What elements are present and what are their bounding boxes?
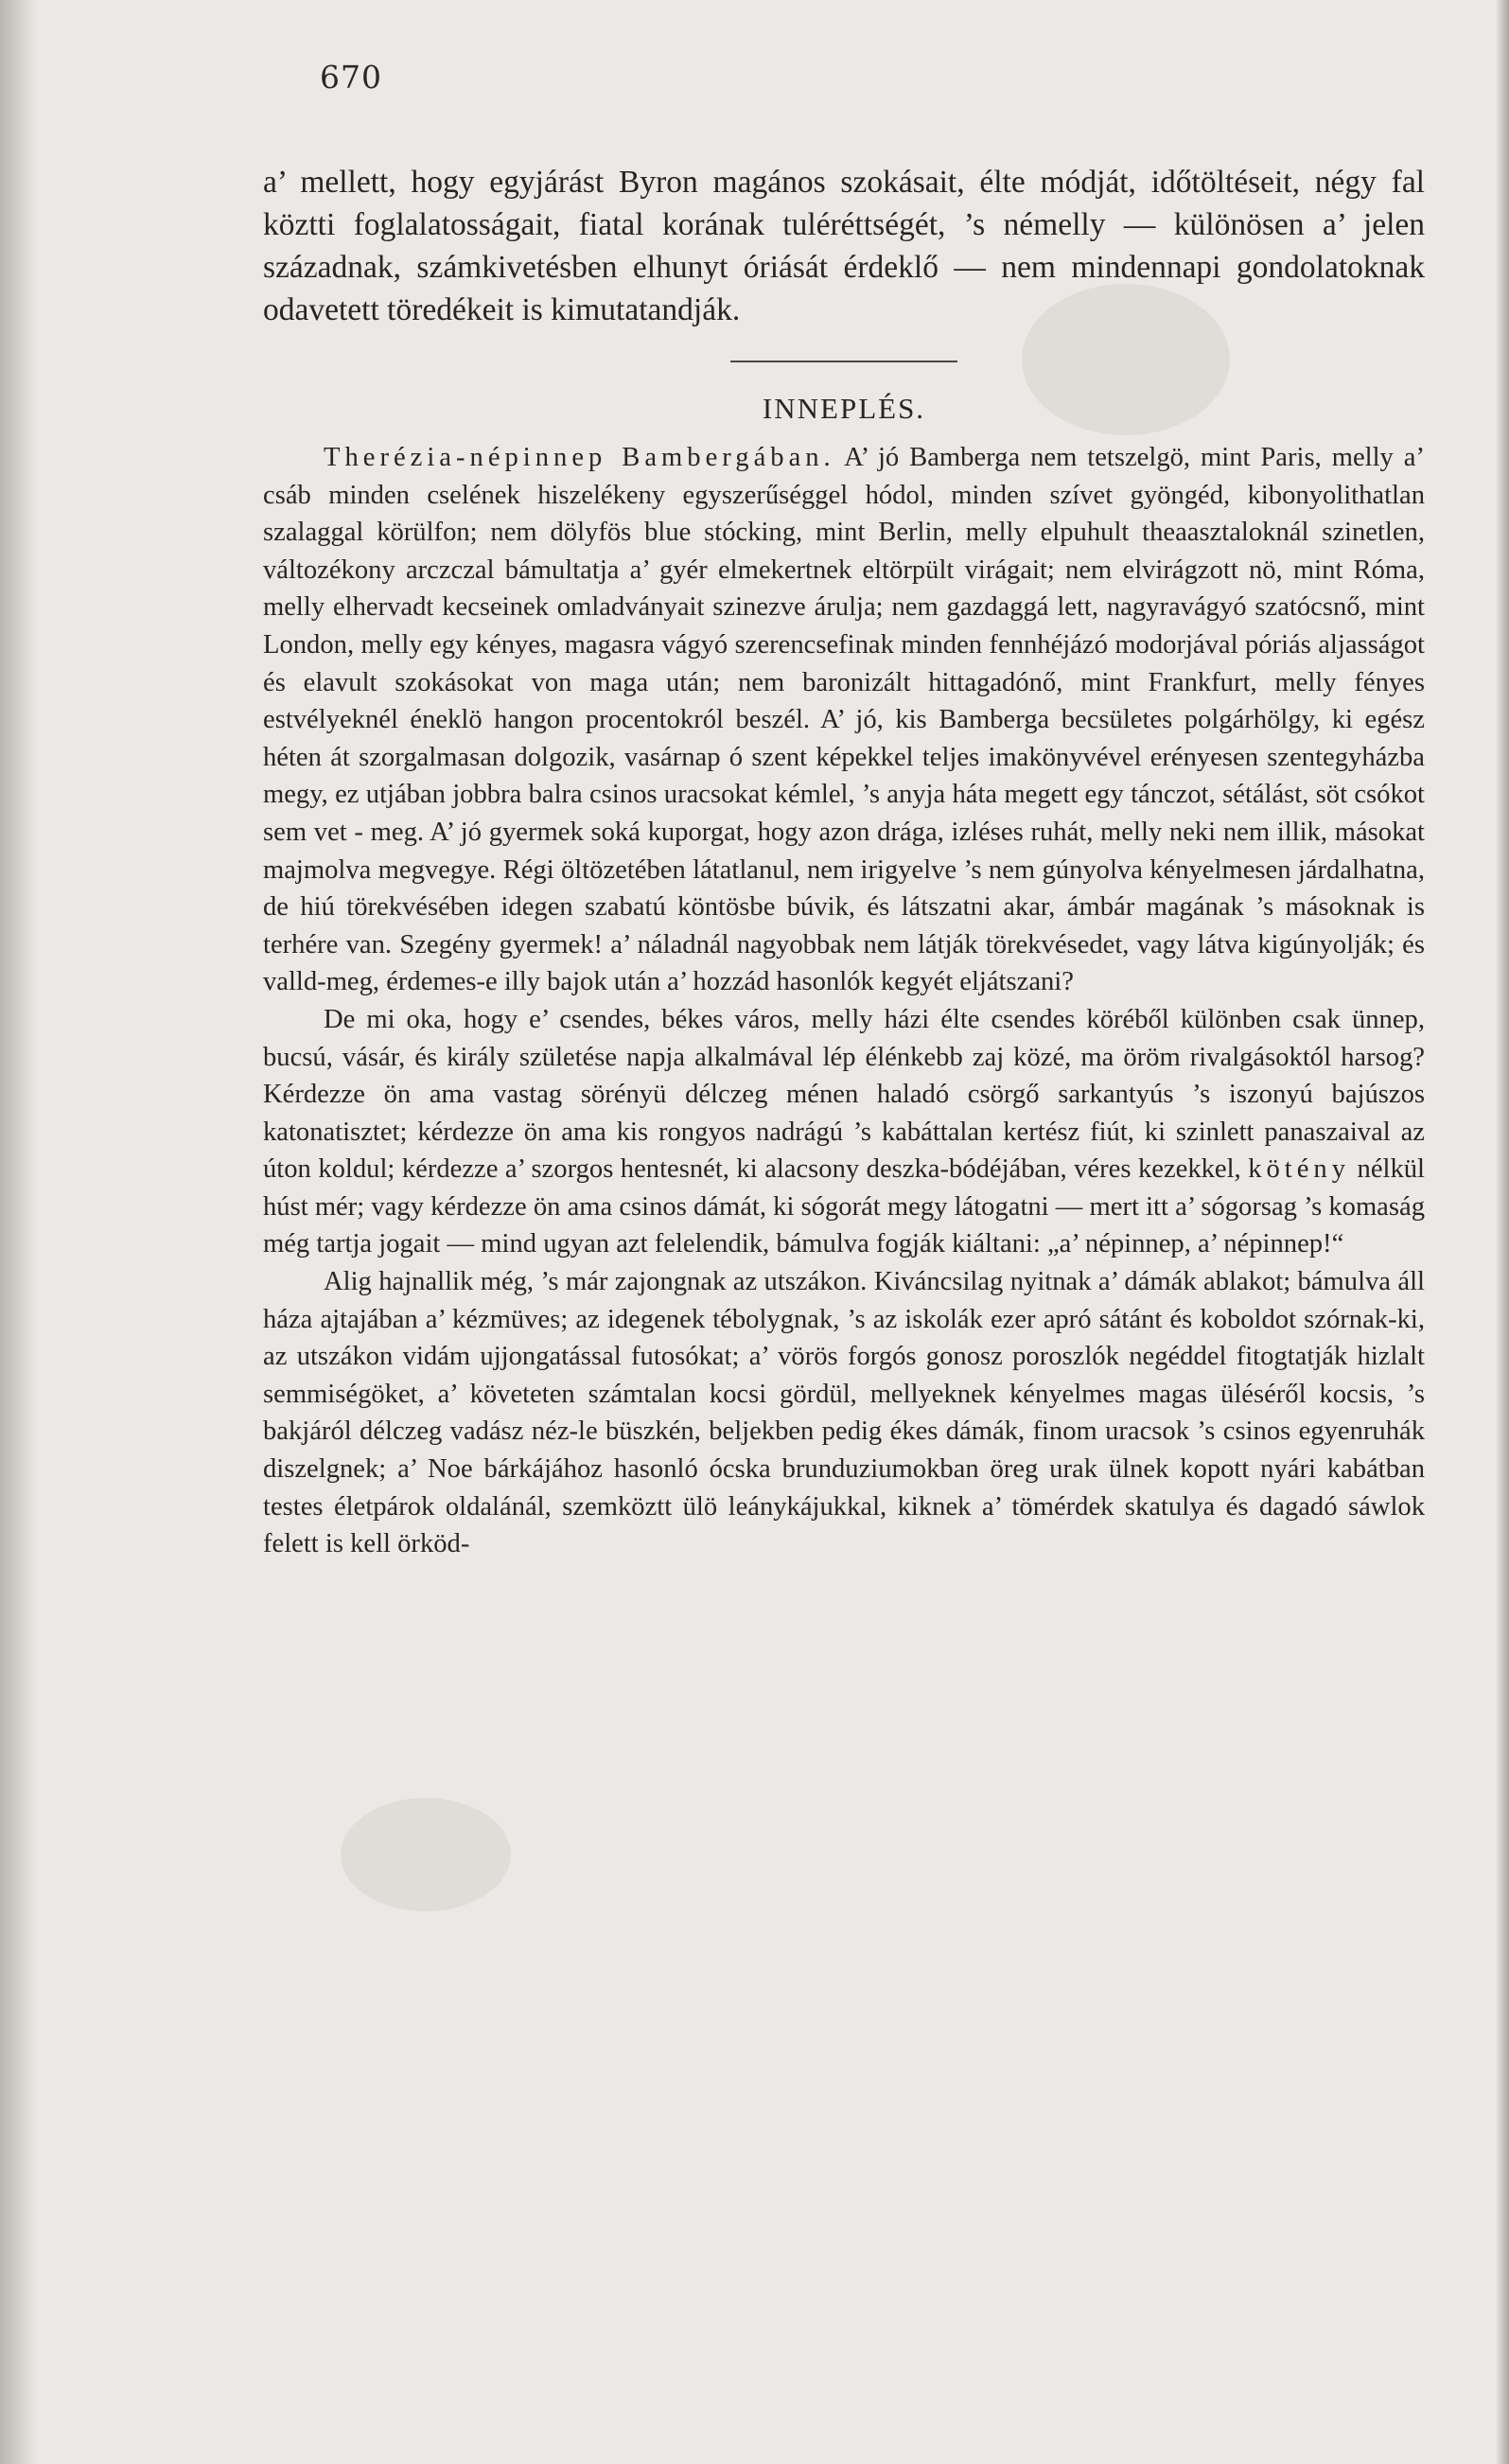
text-block	[263, 161, 1425, 1563]
paragraph-2-text-b: nélkül húst mér; vagy kérdezze ön ama csinos dámát, ki sógorát megy látogatni — mert itt a’ sógorsag ’s komaság még tartja jogait — mind ugyan azt felelendik, bámulva fogják kiáltani: „a’ népinnep, a’ népinnep!“	[263, 1154, 1425, 1259]
paper-stain	[341, 1798, 511, 1911]
section-title: INNEPLÉS.	[762, 392, 926, 425]
paragraph-1-text: A’ jó Bamberga nem tetszelgö, mint Paris, melly a’ csáb minden cselének hiszelékeny egyszerűséggel hódol, minden szívet gyöngéd, kibonyolithatlan szalaggal körülfon; nem dölyfös blue stócking, mint Berlin, melly elpuhult theaasztaloknál szinetlen, változékony arczczal bámultatja a’ gyér elmekertnek eltörpült virágait; nem elvirágzott nö, mint Róma, melly elhervadt kecseinek omladványait szinezve árulja; nem gazdaggá lett, nagyravágyó szatócsnő, mint London, melly egy kényes, magasra vágyó szerencsefinak minden fennhéjázó modorjával póriás aljasságot és elavult szokásokat von maga után; nem baronizált hittagadónő, mint Frankfurt, melly fényes estvélyeknél éneklö hangon procentokról beszél. A’ jó, kis Bamberga becsületes polgárhölgy, ki egész héten át szorgalmasan dolgozik, vasárnap ó szent képekkel teljes imakönyvével erényesen szentegyházba megy, ez utjában jobbra balra csinos uracsokat kémlel, ’s anyja háta megett egy tánczot, sétálást, söt csókot sem vet - meg. A’ jó gyermek soká kuporgat, hogy azon drága, izléses ruhát, melly neki nem illik, másokat majmolva megvegye. Régi öltözetében látatlanul, nem irigyelve ’s nem gúnyolva kényelmesen járdalhatna, de hiú törekvésében idegen szabatú köntösbe búvik, és látszatni akar, ámbár magának ’s másoknak is terhére van. Szegény gyermek! a’ náladnál nagyobbak nem látják törekvésedet, vagy látva kigúnyolják; és valld-meg, érdemes-e illy bajok után a’ hozzád hasonlók kegyét eljátszani?	[263, 443, 1425, 997]
paragraph-2-text-a: De mi oka, hogy e’ csendes, békes város, melly házi élte csendes köréből különben csak ünnep, bucsú, vásár, és király születése napja alkalmával lép élénkebb zaj közé, ma öröm rivalgásoktól harsog? Kérdezze ön ama vastag sörényü délczeg ménen haladó csörgő sarkantyús ’s iszonyú bajúszos katonatisztet; kérdezze ön ama kis rongyos nadrágú ’s kabáttalan kertész fiút, ki szinlett panaszaival az úton koldul; kérdezze a’ szorgos hentesnét, ki alacsony deszka-bódéjában, véres kezekkel,	[263, 1004, 1425, 1185]
lead-spaced-text: Therézia-népinnep Bambergában.	[324, 443, 835, 472]
article-paragraph-2	[263, 1001, 1425, 1263]
intro-paragraph: a’ mellett, hogy egyjárást Byron magános szokásait, élte módját, időtöltéseit, négy fal köztti foglalatosságait, fiatal korának tuléréttségét, ’s némelly — különösen a’ jelen századnak, számkivetésben elhunyt óriását érdeklő — nem mindennapi gondolatoknak odavetett töredékeit is kimutatandják.	[263, 165, 1425, 327]
article-paragraph-3	[263, 1263, 1425, 1563]
section-divider	[730, 361, 957, 362]
page-number: 670	[320, 59, 382, 96]
paragraph-3-text: Alig hajnallik még, ’s már zajongnak az utszákon. Kiváncsilag nyitnak a’ dámák ablakot; bámulva áll háza ajtajában a’ kézmüves; az idegenek tébolygnak, ’s az iskolák ezer apró sátánt és koboldot szórnak-ki, az utszákon vidám ujjongatással futosókat; a’ vörös forgós gonosz poroszlók negéddel fitogtatják hizlalt semmiségöket, a’ követeten számtalan kocsi gördül, mellyeknek kényelmes magas üléséről kocsis, ’s bakjáról délczeg vadász néz-le büszkén, beljekben pedig ékes dámák, finom uracsok ’s csinos egyenruhák diszelgnek; a’ Noe bárkájához hasonló ócska brunduziumokban öreg urak ülnek kopott nyári kabátban testes életpárok oldalánál, szemköztt ülö leánykájukkal, kiknek a’ tömérdek skatulya és dagadó sáwlok felett is kell örköd-	[263, 1267, 1425, 1559]
emphasis-spaced-word: kötény	[1248, 1154, 1351, 1185]
article-paragraph-1	[263, 439, 1425, 1001]
